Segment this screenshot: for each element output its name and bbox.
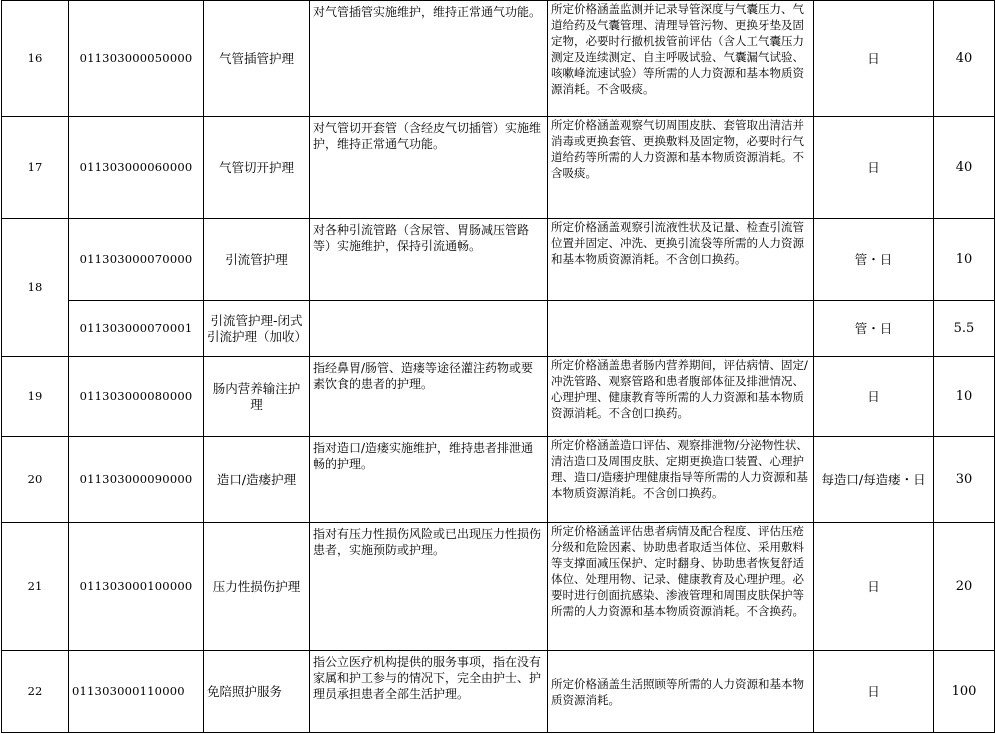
item-code: 011303000100000 <box>69 523 204 651</box>
item-exclusion: 所定价格涵盖患者肠内营养期间，评估病情、固定/冲洗管路、观察管路和患者腹部体征及排泄情况、心理护理、健康教育等所需的人力资源和基本物质资源消耗。不含创口换药。 <box>548 357 814 437</box>
item-exclusion <box>548 301 814 357</box>
row-number: 17 <box>2 117 69 219</box>
item-price: 100 <box>934 651 995 733</box>
pricing-table <box>1 0 995 733</box>
table-row <box>2 219 995 301</box>
row-number: 20 <box>2 437 69 523</box>
item-unit: 日 <box>814 357 934 437</box>
item-exclusion: 所定价格涵盖观察气切周围皮肤、套管取出清洁并消毒或更换套管、更换敷料及固定物，必要时行气道给药等所需的人力资源和基本物质资源消耗。不含吸痰。 <box>548 117 814 219</box>
item-price: 40 <box>934 117 995 219</box>
item-unit: 日 <box>814 1 934 117</box>
table-row <box>2 357 995 437</box>
item-price: 20 <box>934 523 995 651</box>
row-number: 16 <box>2 1 69 117</box>
item-price: 40 <box>934 1 995 117</box>
item-code: 011303000050000 <box>69 1 204 117</box>
item-code: 011303000060000 <box>69 117 204 219</box>
item-price: 10 <box>934 219 995 301</box>
item-content: 指公立医疗机构提供的服务事项，指在没有家属和护工参与的情况下，完全由护士、护理员承担患者全部生活护理。 <box>310 651 548 733</box>
item-name: 气管切开护理 <box>204 117 310 219</box>
item-exclusion: 所定价格涵盖监测并记录导管深度与气囊压力、气道给药及气囊管理、清理导管污物、更换牙垫及固定物，必要时行撤机拔管前评估（含人工气囊压力测定及连续测定、自主呼吸试验、气囊漏气试验、咳嗽峰流速试验）等所需的人力资源和基本物质资源消耗。不含吸痰。 <box>548 1 814 117</box>
item-code: 011303000070001 <box>69 301 204 357</box>
item-name: 肠内营养输注护理 <box>204 357 310 437</box>
item-code: 011303000090000 <box>69 437 204 523</box>
item-price: 10 <box>934 357 995 437</box>
item-price: 5.5 <box>934 301 995 357</box>
item-code: 011303000110000 <box>69 651 204 733</box>
table-row <box>2 1 995 117</box>
item-exclusion: 所定价格涵盖造口评估、观察排泄物/分泌物性状、清洁造口及周围皮肤、定期更换造口装置、心理护理、造口/造瘘护理健康指导等所需的人力资源和基本物质资源消耗。不含创口换药。 <box>548 437 814 523</box>
item-unit: 日 <box>814 651 934 733</box>
item-name: 引流管护理 <box>204 219 310 301</box>
item-content: 对气管切开套管（含经皮气切插管）实施维护，维持正常通气功能。 <box>310 117 548 219</box>
item-content <box>310 301 548 357</box>
item-content: 指经鼻胃/肠管、造瘘等途径灌注药物或要素饮食的患者的护理。 <box>310 357 548 437</box>
item-code: 011303000080000 <box>69 357 204 437</box>
item-unit: 日 <box>814 523 934 651</box>
item-content: 对气管插管实施维护，维持正常通气功能。 <box>310 1 548 117</box>
item-content: 指对有压力性损伤风险或已出现压力性损伤患者，实施预防或护理。 <box>310 523 548 651</box>
table-row <box>2 301 995 357</box>
item-exclusion: 所定价格涵盖观察引流液性状及记量、检查引流管位置并固定、冲洗、更换引流袋等所需的人力资源和基本物质资源消耗。不含创口换药。 <box>548 219 814 301</box>
row-number: 19 <box>2 357 69 437</box>
row-number: 21 <box>2 523 69 651</box>
item-exclusion: 所定价格涵盖生活照顾等所需的人力资源和基本物质资源消耗。 <box>548 651 814 733</box>
item-code: 011303000070000 <box>69 219 204 301</box>
item-name: 引流管护理-闭式引流护理（加收） <box>204 301 310 357</box>
item-price: 30 <box>934 437 995 523</box>
table-row <box>2 117 995 219</box>
item-unit: 日 <box>814 117 934 219</box>
item-name: 气管插管护理 <box>204 1 310 117</box>
row-number: 22 <box>2 651 69 733</box>
item-content: 对各种引流管路（含尿管、胃肠减压管路等）实施维护，保持引流通畅。 <box>310 219 548 301</box>
item-unit: 每造口/每造瘘・日 <box>814 437 934 523</box>
item-exclusion: 所定价格涵盖评估患者病情及配合程度、评估压疮分级和危险因素、协助患者取适当体位、采用敷料等支撑面减压保护、定时翻身、协助患者恢复舒适体位、处理用物、记录、健康教育及心理护理。必要时进行创面抗感染、渗液管理和周围皮肤保护等所需的人力资源和基本物质资源消耗。不含换药。 <box>548 523 814 651</box>
table-row <box>2 523 995 651</box>
item-unit: 管・日 <box>814 301 934 357</box>
item-name: 造口/造瘘护理 <box>204 437 310 523</box>
row-number: 18 <box>2 219 69 357</box>
item-content: 指对造口/造瘘实施维护，维持患者排泄通畅的护理。 <box>310 437 548 523</box>
table-row <box>2 651 995 733</box>
item-name: 压力性损伤护理 <box>204 523 310 651</box>
item-name: 免陪照护服务 <box>204 651 310 733</box>
table-row <box>2 437 995 523</box>
item-unit: 管・日 <box>814 219 934 301</box>
